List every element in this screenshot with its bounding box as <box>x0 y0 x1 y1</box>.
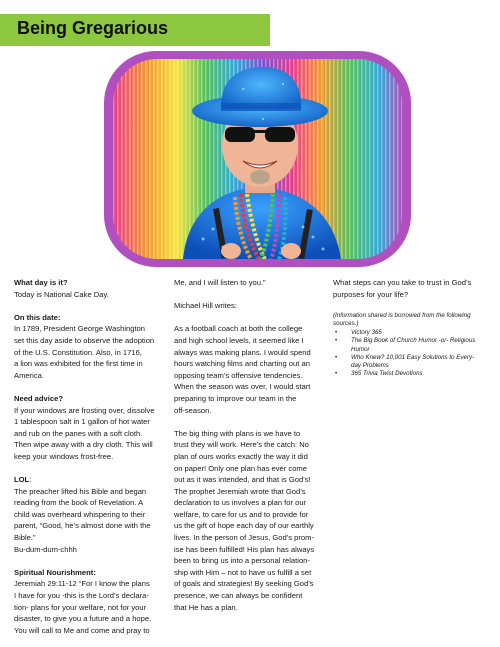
photo-frame <box>104 51 411 267</box>
advice-line: Then wipe away with a dry cloth. This will <box>14 440 153 450</box>
advice-section <box>14 393 166 463</box>
lol-heading: LOL <box>14 475 30 485</box>
on-this-date-line: a lion was exhibited for the first time in <box>14 359 143 369</box>
lol-line: reading from the book of Revelation. A <box>14 498 144 508</box>
on-this-date-line: set this day aside to observe the adoption <box>14 335 155 345</box>
paragraph-line: plan of ours works exactly the way it did <box>174 451 308 461</box>
column-middle <box>174 277 326 613</box>
question-line: purposes for your life? <box>333 289 409 299</box>
paragraph-line: declaration to us involves a plan for our <box>174 498 307 508</box>
paragraph-line: on paper! Only one plan has ever come <box>174 463 307 473</box>
paragraph-line: The big thing with plans is we have to <box>174 428 301 438</box>
nourishment-heading: Spiritual Nourishment: <box>14 567 96 577</box>
paragraph-line: presence, we can always be confident <box>174 591 303 601</box>
verse-continuation: Me, and I will listen to you.” <box>174 278 266 287</box>
source-item <box>333 329 485 337</box>
paragraph-line: opposing team’s offensive tendencies. <box>174 370 303 380</box>
nourishment-line: tion- plans for your welfare, not for your <box>14 602 147 612</box>
lol-line: The preacher lifted his Bible and began <box>14 486 147 496</box>
lol-line: Bu-dum-dum-chhh <box>14 544 77 554</box>
paragraph-line: welfare, to care for us and to provide for <box>174 509 309 519</box>
source-item <box>333 354 485 370</box>
paragraph-line: and high school levels, it seemed like I <box>174 335 304 345</box>
source-item <box>333 337 485 353</box>
paragraph-line: preparing to improve our team in the <box>174 393 297 403</box>
sources-block <box>333 312 485 379</box>
paragraph-line: that He has a plan. <box>174 602 238 612</box>
nourishment-section <box>14 567 166 637</box>
advice-line: and rub on the panes with a soft cloth. <box>14 428 143 438</box>
paragraph-1 <box>174 323 326 416</box>
paragraph-line: ship with Him – not to have us fulfill a set <box>174 567 312 577</box>
advice-heading: Need advice? <box>14 393 63 403</box>
paragraph-line: lives. In the person of Jesus, God’s prom- <box>174 533 314 543</box>
on-this-date-line: In 1789, President George Washington <box>14 324 146 334</box>
paragraph-line: been to bring us into a personal relation- <box>174 556 310 566</box>
person-photo <box>113 59 402 259</box>
lol-line: child was overheard whispering to their <box>14 509 146 519</box>
sources-intro: (Information shared is borrowed from the following <box>333 311 471 319</box>
source-line: day Problems <box>351 362 389 369</box>
lol-colon: : <box>29 475 32 485</box>
source-line: • 365 Trivia Twist Devotions <box>351 370 423 378</box>
on-this-date-heading: On this date: <box>14 312 61 322</box>
paragraph-line: of goals and strategies! By seeking God’s <box>174 579 314 589</box>
sources-intro: sources.) <box>333 319 359 327</box>
paragraph-2 <box>174 428 326 614</box>
page-title: Being Gregarious <box>17 18 169 38</box>
paragraph-line: As a football coach at both the college <box>174 324 303 334</box>
paragraph-line: The prophet Jeremiah wrote that God’s <box>174 486 306 496</box>
column-right <box>333 277 485 378</box>
lol-line: parent, “Good, he’s almost done with the <box>14 521 151 531</box>
sources-list <box>333 329 485 378</box>
question-line: What steps can you take to trust in God’s <box>333 278 472 287</box>
what-day-heading: What day is it? <box>14 278 68 287</box>
paragraph-line: us the gift of hope each day of our earthly <box>174 521 314 531</box>
paragraph-line: hours watching films and charting out an <box>174 359 310 369</box>
column-left <box>14 277 166 636</box>
paragraph-line: ise has been fulfilled! His plan has always <box>174 544 315 554</box>
source-line: • Victory 365 <box>351 329 382 337</box>
paragraph-line: trust they will work. Here’s the catch: No <box>174 440 309 450</box>
advice-line: If your windows are frosting over, dissolve <box>14 405 155 415</box>
title-bar <box>0 14 270 46</box>
paragraph-line: When the season was over, I would start <box>174 382 311 392</box>
byline: Michael Hill writes: <box>174 301 237 311</box>
paragraph-line: off-season. <box>174 405 212 415</box>
lol-line: Bible.” <box>14 533 36 543</box>
lol-section <box>14 474 166 555</box>
source-line: Humor <box>351 345 370 353</box>
on-this-date-section <box>14 312 166 382</box>
nourishment-line: disaster, to give you a future and a hope. <box>14 614 152 624</box>
lol-heading-line <box>14 474 166 486</box>
source-item <box>333 370 485 378</box>
what-day-text: Today is National Cake Day. <box>14 289 109 299</box>
paragraph-line: always was making plans. I would spend <box>174 347 311 357</box>
advice-line: 1 tablespoon salt in 1 gallon of hot water <box>14 417 150 427</box>
advice-line: keep your windows frost-free. <box>14 451 114 461</box>
on-this-date-line: America. <box>14 370 44 380</box>
on-this-date-line: of the U.S. Constitution. Also, in 1716, <box>14 347 142 357</box>
reflection-question <box>333 277 485 300</box>
paragraph-line: out as it was intended, and that is God’s! <box>174 475 311 485</box>
nourishment-line: I have for you -this is the Lord’s declara- <box>14 591 149 601</box>
source-line: • Who Knew? 10,001 Easy Solutions to Every- <box>351 353 475 361</box>
nourishment-line: Jeremiah 29:11-12 “For I know the plans <box>14 579 150 589</box>
what-day-section <box>14 277 166 300</box>
source-line: • The Big Book of Church Humor -or- Religious <box>351 337 476 345</box>
nourishment-line: You will call to Me and come and pray to <box>14 625 150 635</box>
